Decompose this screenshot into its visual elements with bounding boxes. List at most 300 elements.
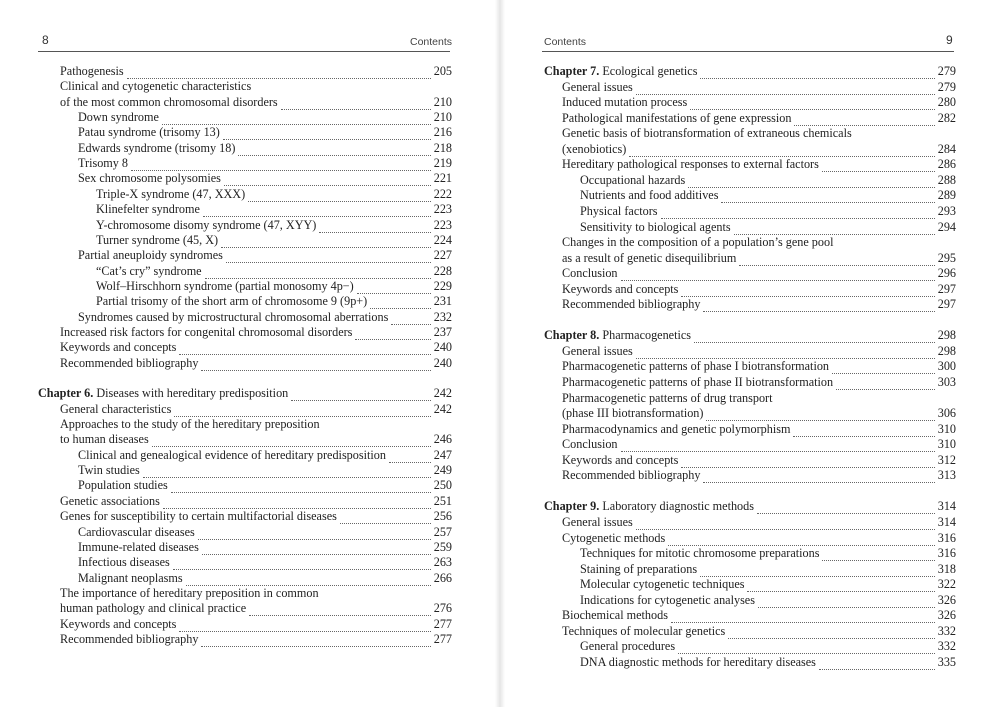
toc-entry [78,448,452,463]
dot-leader [700,74,934,79]
toc-entry [78,571,452,586]
entry-page-number: 293 [937,203,956,218]
entry-page-number: 314 [937,499,956,514]
entry-title: Twin studies [78,463,140,478]
entry-title: Indications for cytogenetic analyses [580,592,755,607]
toc-entry [60,79,452,94]
entry-title: human pathology and clinical practice [60,601,247,616]
entry-title: Genetic associations [60,493,160,508]
entry-title: Conclusion [562,266,618,281]
entry-title: Techniques for mitotic chromosome preparations [580,546,820,561]
dot-leader [186,581,431,586]
entry-title: General issues [562,79,633,94]
entry-page-number: 247 [433,447,452,462]
entry-title: Techniques of molecular genetics [562,623,726,638]
entry-page-number: 286 [937,157,956,172]
dot-leader [171,488,431,493]
dot-leader [836,385,935,390]
left-page [0,0,490,707]
dot-leader [391,320,430,325]
entry-page-number: 277 [433,616,452,631]
dot-leader [291,396,430,401]
toc-chapter-entry [544,64,956,79]
entry-page-number: 222 [433,186,452,201]
dot-leader [201,366,430,371]
toc-spacer [544,484,956,499]
entry-title: Down syndrome [78,110,159,125]
entry-title: Keywords and concepts [60,616,177,631]
entry-page-number: 249 [433,463,452,478]
entry-page-number: 279 [937,64,956,78]
dot-leader [822,556,934,561]
entry-page-number: 310 [937,437,956,452]
entry-title: Y-chromosome disomy syndrome (47, XYY) [96,217,317,232]
toc-entry [60,325,452,340]
entry-title: Pathological manifestations of gene expression [562,110,792,125]
entry-title: Keywords and concepts [562,281,679,296]
toc-entry [78,125,452,140]
entry-title: Pathogenesis [60,64,124,78]
dot-leader [700,572,935,577]
chapter-label: Chapter 6. [38,386,94,401]
entry-page-number: 210 [433,110,452,125]
dot-leader [793,432,934,437]
toc-entry [78,310,452,325]
entry-page-number: 298 [937,328,956,343]
entry-page-number: 316 [937,530,956,545]
entry-page-number: 297 [937,281,956,296]
dot-leader [734,230,935,235]
toc-entry [562,157,956,172]
entry-page-number: 224 [433,232,452,247]
dot-leader [668,541,934,546]
toc-entry [60,432,452,447]
dot-leader [131,166,431,171]
entry-title: Edwards syndrome (trisomy 18) [78,140,236,155]
dot-leader [688,183,934,188]
dot-leader [201,642,430,647]
toc-entry [580,173,956,188]
toc-entry [580,562,956,577]
entry-title: Occupational hazards [580,172,686,187]
toc-entry [562,80,956,95]
entry-page-number: 288 [937,172,956,187]
entry-title: (xenobiotics) [562,141,627,156]
entry-title: Patau syndrome (trisomy 13) [78,125,220,140]
dot-leader [198,535,431,540]
entry-title: Recommended bibliography [562,468,701,483]
dot-leader [661,214,935,219]
toc-entry [562,95,956,110]
entry-page-number: 310 [937,421,956,436]
entry-title: Diseases with hereditary predisposition [96,386,289,401]
toc-spacer [38,371,452,386]
entry-title: Pharmacodynamics and genetic polymorphism [562,421,791,436]
toc-entry [562,359,956,374]
entry-page-number: 294 [937,219,956,234]
entry-page-number: 210 [433,94,452,109]
entry-title: Infectious diseases [78,555,170,570]
entry-page-number: 276 [433,601,452,616]
toc-entry [562,126,956,141]
dot-leader [636,525,935,530]
entry-title: Clinical and cytogenetic characteristics [60,79,252,94]
dot-leader [636,90,935,95]
entry-page-number: 218 [433,140,452,155]
toc-chapter-entry [544,328,956,343]
toc-entry [562,297,956,312]
toc-entry [60,417,452,432]
entry-page-number: 229 [433,278,452,293]
entry-page-number: 257 [433,524,452,539]
toc-entry [96,233,452,248]
entry-title: Recommended bibliography [60,355,199,370]
toc-entry [96,202,452,217]
entry-page-number: 240 [433,355,452,370]
dot-leader [747,587,934,592]
dot-leader [794,121,934,126]
entry-page-number: 296 [937,266,956,281]
dot-leader [822,167,935,172]
entry-page-number: 231 [433,294,452,309]
entry-title: Trisomy 8 [78,156,129,171]
dot-leader [127,74,431,79]
toc-entry [60,586,452,601]
entry-title: Nutrients and food additives [580,188,719,203]
entry-page-number: 306 [937,406,956,421]
dot-leader [678,649,935,654]
dot-leader [221,243,431,248]
entry-page-number: 237 [433,324,452,339]
toc-entry [580,655,956,670]
entry-title: Partial aneuploidy syndromes [78,248,223,263]
entry-title: “Cat’s cry” syndrome [96,263,202,278]
entry-page-number: 263 [433,555,452,570]
running-head: Contents [410,36,453,48]
page-number: 9 [946,33,953,47]
dot-leader [340,519,431,524]
entry-page-number: 314 [937,514,956,529]
toc-entry [60,64,452,79]
entry-title: Malignant neoplasms [78,570,183,585]
entry-title: DNA diagnostic methods for hereditary diseases [580,654,816,669]
dot-leader [152,442,431,447]
dot-leader [163,504,431,509]
toc-entry [96,218,452,233]
entry-page-number: 256 [433,509,452,524]
toc-entry [60,617,452,632]
toc-entry [562,406,956,421]
dot-leader [205,274,431,279]
entry-page-number: 284 [937,141,956,156]
entry-title: Hereditary pathological responses to external factors [562,157,819,172]
dot-leader [173,565,431,570]
book-gutter [495,0,505,707]
entry-page-number: 279 [937,79,956,94]
entry-title: to human diseases [60,432,149,447]
entry-page-number: 259 [433,539,452,554]
entry-title: Pharmacogenetic patterns of phase I biotransformation [562,359,830,374]
toc-chapter-entry [544,499,956,514]
dot-leader [832,369,935,374]
entry-title: The importance of hereditary preposition in common [60,585,319,600]
entry-page-number: 223 [433,217,452,232]
toc-entry [562,624,956,639]
toc-entry [96,294,452,309]
entry-page-number: 332 [937,639,956,654]
toc-entry [562,531,956,546]
entry-page-number: 221 [433,171,452,186]
dot-leader [728,634,934,639]
dot-leader [703,478,934,483]
entry-page-number: 312 [937,452,956,467]
dot-leader [703,307,934,312]
entry-title: Conclusion [562,437,618,452]
entry-title: as a result of genetic disequilibrium [562,250,737,265]
entry-title: Genes for susceptibility to certain multifactorial diseases [60,509,337,524]
entry-page-number: 223 [433,202,452,217]
entry-title: General issues [562,514,633,529]
toc-entry [60,632,452,647]
toc-entry [562,344,956,359]
toc-entry [96,264,452,279]
toc-entry [60,356,452,371]
entry-page-number: 216 [433,125,452,140]
entry-title: Approaches to the study of the hereditary preposition [60,417,320,432]
entry-page-number: 282 [937,110,956,125]
entry-title: Keywords and concepts [562,452,679,467]
entry-page-number: 300 [937,359,956,374]
dot-leader [179,350,430,355]
entry-title: Triple-X syndrome (47, XXX) [96,186,246,201]
entry-page-number: 228 [433,263,452,278]
entry-page-number: 280 [937,95,956,110]
dot-leader [819,665,935,670]
dot-leader [370,304,430,309]
entry-title: Pharmacogenetic patterns of drug transport [562,390,773,405]
toc-entry [78,248,452,263]
entry-title: Sex chromosome polysomies [78,171,221,186]
toc-entry [562,111,956,126]
dot-leader [721,198,934,203]
entry-page-number: 335 [937,654,956,669]
dot-leader [681,463,934,468]
entry-title: General characteristics [60,401,172,416]
dot-leader [681,292,934,297]
entry-page-number: 318 [937,561,956,576]
dot-leader [223,135,431,140]
dot-leader [238,151,430,156]
toc-entry [562,453,956,468]
entry-page-number: 246 [433,432,452,447]
entry-title: Cytogenetic methods [562,530,666,545]
dot-leader [706,416,934,421]
entry-title: Sensitivity to biological agents [580,219,731,234]
toc-entry [580,204,956,219]
toc-entry [78,141,452,156]
toc-entry [562,437,956,452]
entry-title: Recommended bibliography [60,631,199,646]
entry-page-number: 251 [433,493,452,508]
toc-entry [78,171,452,186]
entry-title: Immune-related diseases [78,539,199,554]
dot-leader [202,550,431,555]
toc-entry [60,402,452,417]
entry-page-number: 227 [433,248,452,263]
running-head: Contents [544,36,587,48]
entry-title: Syndromes caused by microstructural chromosomal aberrations [78,309,389,324]
page-number: 8 [42,33,49,47]
entry-page-number: 289 [937,188,956,203]
entry-page-number: 277 [433,631,452,646]
dot-leader [319,228,430,233]
entry-page-number: 242 [433,401,452,416]
chapter-label: Chapter 9. [544,499,600,514]
entry-page-number: 242 [433,386,452,401]
dot-leader [143,473,431,478]
toc-entry [562,251,956,266]
toc-entry [60,340,452,355]
toc-entry [580,639,956,654]
chapter-label: Chapter 7. [544,64,600,78]
entry-title: Population studies [78,478,168,493]
toc-entry [78,156,452,171]
dot-leader [621,276,935,281]
toc-entry [562,235,956,250]
dot-leader [389,458,431,463]
header-rule [38,51,450,52]
entry-page-number: 250 [433,478,452,493]
dot-leader [281,105,431,110]
dot-leader [694,338,935,343]
entry-page-number: 313 [937,468,956,483]
entry-page-number: 326 [937,592,956,607]
entry-page-number: 332 [937,623,956,638]
entry-page-number: 295 [937,250,956,265]
entry-title: Klinefelter syndrome [96,202,200,217]
entry-page-number: 322 [937,577,956,592]
toc-entry [562,468,956,483]
entry-title: Changes in the composition of a population’s gene pool [562,235,834,250]
entry-title: Ecological genetics [602,64,698,78]
entry-title: Pharmacogenetic patterns of phase II biotransformation [562,375,834,389]
toc-entry [96,187,452,202]
dot-leader [179,627,430,632]
toc-entry [78,110,452,125]
entry-title: Laboratory diagnostic methods [602,499,754,514]
dot-leader [671,618,935,623]
dot-leader [224,181,431,186]
entry-title: Partial trisomy of the short arm of chromosome 9 (9p+) [96,294,368,309]
entry-page-number: 232 [433,309,452,324]
toc-spacer [544,313,956,328]
entry-title: Pharmacogenetics [602,328,692,343]
entry-title: General procedures [580,639,676,654]
entry-page-number: 298 [937,343,956,358]
entry-page-number: 297 [937,297,956,312]
toc-entry [562,266,956,281]
toc-entry [60,601,452,616]
toc-entry [78,555,452,570]
chapter-label: Chapter 8. [544,328,600,343]
toc-entry [60,509,452,524]
toc-entry [562,515,956,530]
dot-leader [757,509,935,514]
dot-leader [636,354,935,359]
toc-entry [580,593,956,608]
entry-title: Genetic basis of biotransformation of extraneous chemicals [562,126,852,141]
entry-page-number: 205 [433,64,452,78]
toc-entry [78,463,452,478]
entry-page-number: 326 [937,608,956,623]
toc-entry [562,608,956,623]
entry-title: Induced mutation process [562,95,688,110]
toc-entry [580,546,956,561]
dot-leader [174,412,430,417]
entry-page-number: 219 [433,156,452,171]
toc-entry [562,282,956,297]
toc-chapter-entry [38,386,452,401]
toc-entry [96,279,452,294]
dot-leader [621,447,935,452]
dot-leader [355,335,430,340]
entry-title: Staining of preparations [580,561,698,576]
entry-title: Cardiovascular diseases [78,524,195,539]
toc-entry [562,375,956,390]
dot-leader [739,261,934,266]
dot-leader [249,611,431,616]
entry-title: of the most common chromosomal disorders [60,94,278,109]
entry-title: (phase III biotransformation) [562,406,704,421]
toc-entry [78,540,452,555]
toc-entry [60,95,452,110]
dot-leader [203,212,431,217]
dot-leader [248,197,431,202]
toc-entry [562,422,956,437]
entry-page-number: 240 [433,340,452,355]
entry-title: Keywords and concepts [60,340,177,355]
dot-leader [357,289,431,294]
toc-entry [580,188,956,203]
dot-leader [629,152,934,157]
entry-title: Recommended bibliography [562,297,701,312]
entry-title: Biochemical methods [562,608,668,623]
dot-leader [758,603,935,608]
toc-entry [562,391,956,406]
dot-leader [690,105,934,110]
entry-page-number: 303 [937,375,956,389]
entry-title: Clinical and genealogical evidence of hereditary predisposition [78,447,386,462]
entry-title: Turner syndrome (45, X) [96,232,219,247]
entry-title: Molecular cytogenetic techniques [580,577,745,592]
dot-leader [162,120,431,125]
right-page [510,0,1000,707]
toc-entry [580,220,956,235]
entry-title: Physical factors [580,203,658,218]
toc-entry [562,142,956,157]
toc-entry [78,525,452,540]
entry-page-number: 266 [433,570,452,585]
toc-entry [78,478,452,493]
entry-title: General issues [562,343,633,358]
entry-page-number: 316 [937,546,956,561]
entry-title: Increased risk factors for congenital chromosomal disorders [60,324,353,339]
header-rule [542,51,954,52]
toc-entry [580,577,956,592]
toc-entry [60,494,452,509]
dot-leader [226,258,431,263]
entry-title: Wolf–Hirschhorn syndrome (partial monosomy 4p−) [96,278,354,293]
